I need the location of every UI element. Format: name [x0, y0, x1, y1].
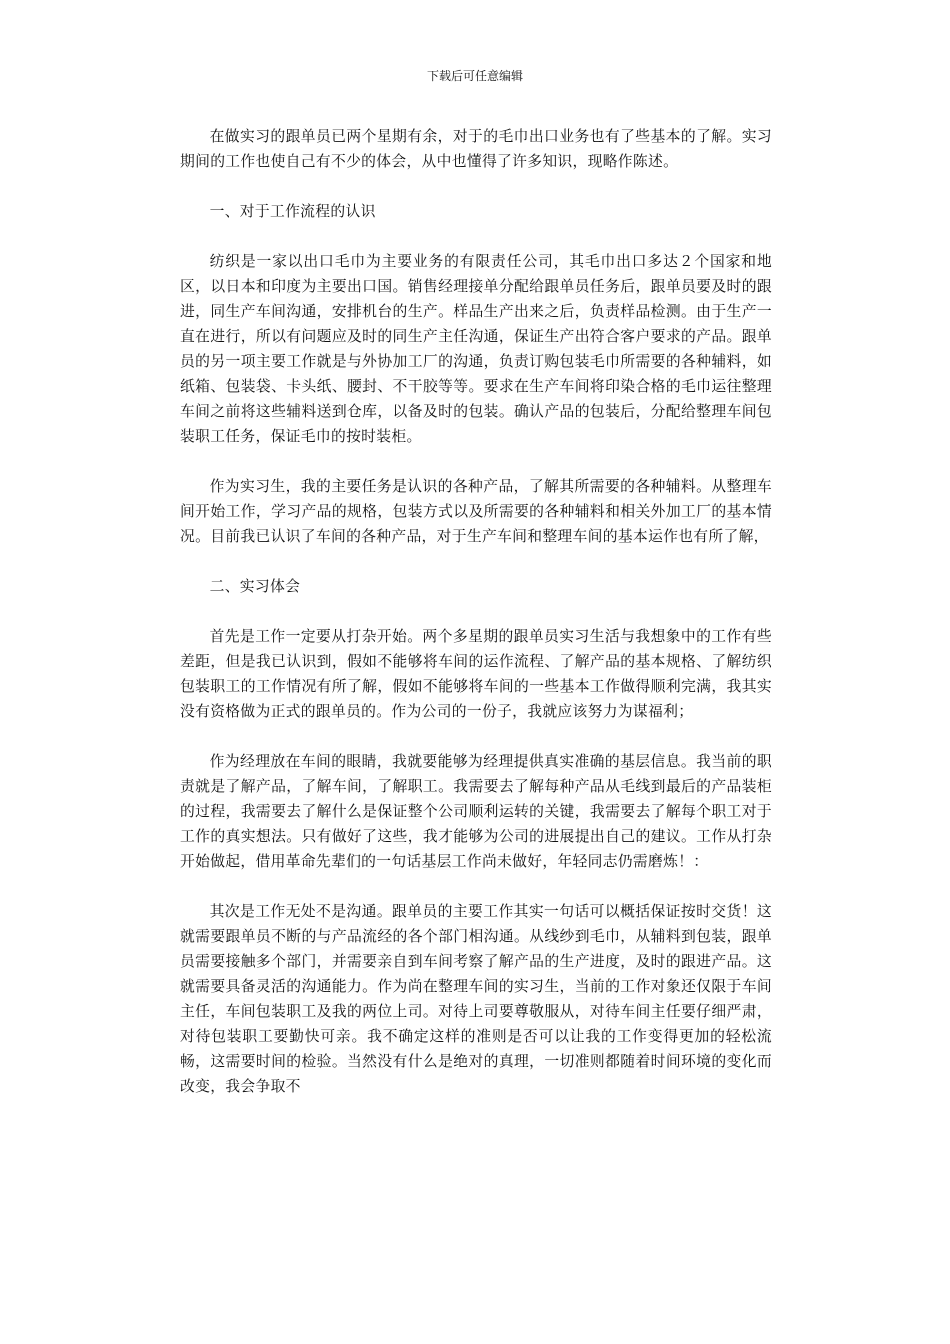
section-1-paragraph-2: 作为实习生，我的主要任务是认识的各种产品，了解其所需要的各种辅料。从整理车间开始工作，学习产品的规格，包装方式以及所需要的各种辅料和相关外加工厂的基本情况。目前我已认识了车间的各种产品，对于生产车间和整理车间的基本运作也有所了解，	[180, 478, 772, 545]
section-2-paragraph-1: 首先是工作一定要从打杂开始。两个多星期的跟单员实习生活与我想象中的工作有些差距，但是我已认识到，假如不能够将车间的运作流程、了解产品的基本规格、了解纺织包装职工的工作情况有所了解，假如不能够将车间的一些基本工作做得顺利完满，我其实没有资格做为正式的跟单员的。作为公司的一份子，我就应该努力为谋福利；	[180, 628, 772, 720]
intro-paragraph: 在做实习的跟单员已两个星期有余，对于的毛巾出口业务也有了些基本的了解。实习期间的工作也使自己有不少的体会，从中也懂得了许多知识，现略作陈述。	[180, 128, 772, 170]
document-body	[180, 124, 772, 1124]
section-1-paragraph-1: 纺织是一家以出口毛巾为主要业务的有限责任公司，其毛巾出口多达２个国家和地区，以日本和印度为主要出口国。销售经理接单分配给跟单员任务后，跟单员要及时的跟进，同生产车间沟通，安排机台的生产。样品生产出来之后，负责样品检测。由于生产一直在进行，所以有问题应及时的同生产主任沟通，保证生产出符合客户要求的产品。跟单员的另一项主要工作就是与外协加工厂的沟通，负责订购包装毛巾所需要的各种辅料，如纸箱、包装袋、卡头纸、腰封、不干胶等等。要求在生产车间将印染合格的毛巾运往整理车间之前将这些辅料送到仓库，以备及时的包装。确认产品的包装后，分配给整理车间包装职工任务，保证毛巾的按时装柜。	[180, 253, 772, 445]
section-2-heading: 二、实习体会	[209, 578, 301, 595]
section-1-heading: 一、对于工作流程的认识	[209, 203, 376, 220]
page-header-note: 下载后可任意编辑	[426, 69, 523, 83]
section-2-paragraph-2: 作为经理放在车间的眼睛，我就要能够为经理提供真实准确的基层信息。我当前的职责就是了解产品，了解车间，了解职工。我需要去了解每种产品从毛线到最后的产品装柜的过程，我需要去了解什么是保证整个公司顺利运转的关键，我需要去了解每个职工对于工作的真实想法。只有做好了这些，我才能够为公司的进展提出自己的建议。工作从打杂开始做起，借用革命先辈们的一句话基层工作尚未做好，年轻同志仍需磨炼！：	[180, 753, 772, 870]
section-2-paragraph-3: 其次是工作无处不是沟通。跟单员的主要工作其实一句话可以概括保证按时交货！这就需要跟单员不断的与产品流经的各个部门相沟通。从线纱到毛巾，从辅料到包装，跟单员需要接触多个部门，并需要亲自到车间考察了解产品的生产进度，及时的跟进产品。这就需要具备灵活的沟通能力。作为尚在整理车间的实习生，当前的工作对象还仅限于车间主任，车间包装职工及我的两位上司。对待上司要尊敬服从，对待车间主任要仔细严肃，对待包装职工要勤快可亲。我不确定这样的准则是否可以让我的工作变得更加的轻松流畅，这需要时间的检验。当然没有什么是绝对的真理，一切准则都随着时间环境的变化而改变，我会争取不	[180, 903, 772, 1095]
